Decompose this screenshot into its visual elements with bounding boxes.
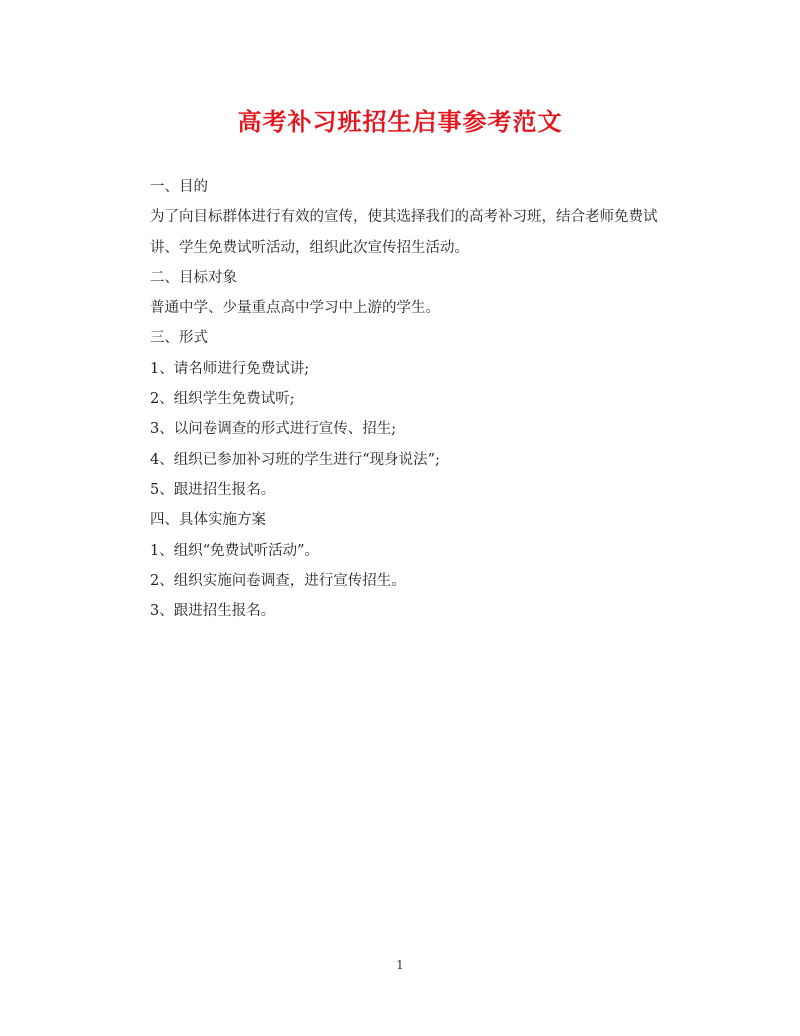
page-number: 1: [396, 958, 404, 972]
list-item-format-1: 1、请名师进行免费试讲;: [150, 360, 310, 377]
paragraph-target: 普通中学、少量重点高中学习中上游的学生。: [150, 300, 440, 317]
list-item-format-3: 3、以问卷调查的形式进行宣传、招生;: [150, 421, 397, 438]
list-item-format-4: 4、组织已参加补习班的学生进行“现身说法”;: [150, 451, 440, 468]
section-heading-plan: 四、具体实施方案: [150, 512, 266, 529]
section-heading-target: 二、目标对象: [150, 269, 237, 286]
paragraph-purpose: 为了向目标群体进行有效的宣传，使其选择我们的高考补习班，结合老师免费试讲、学生免费试听活动，组织此次宣传招生活动。: [150, 209, 658, 256]
list-item-plan-1: 1、组织“免费试听活动”。: [150, 542, 320, 559]
list-item-format-5: 5、跟进招生报名。: [150, 481, 276, 498]
section-heading-format: 三、形式: [150, 330, 208, 347]
list-item-plan-3: 3、跟进招生报名。: [150, 603, 276, 620]
document-body: [150, 172, 670, 626]
list-item-plan-2: 2、组织实施问卷调查，进行宣传招生。: [150, 572, 406, 589]
list-item-format-2: 2、组织学生免费试听;: [150, 391, 295, 408]
section-heading-purpose: 一、目的: [150, 179, 208, 195]
document-title: 高考补习班招生启事参考范文: [237, 107, 563, 136]
